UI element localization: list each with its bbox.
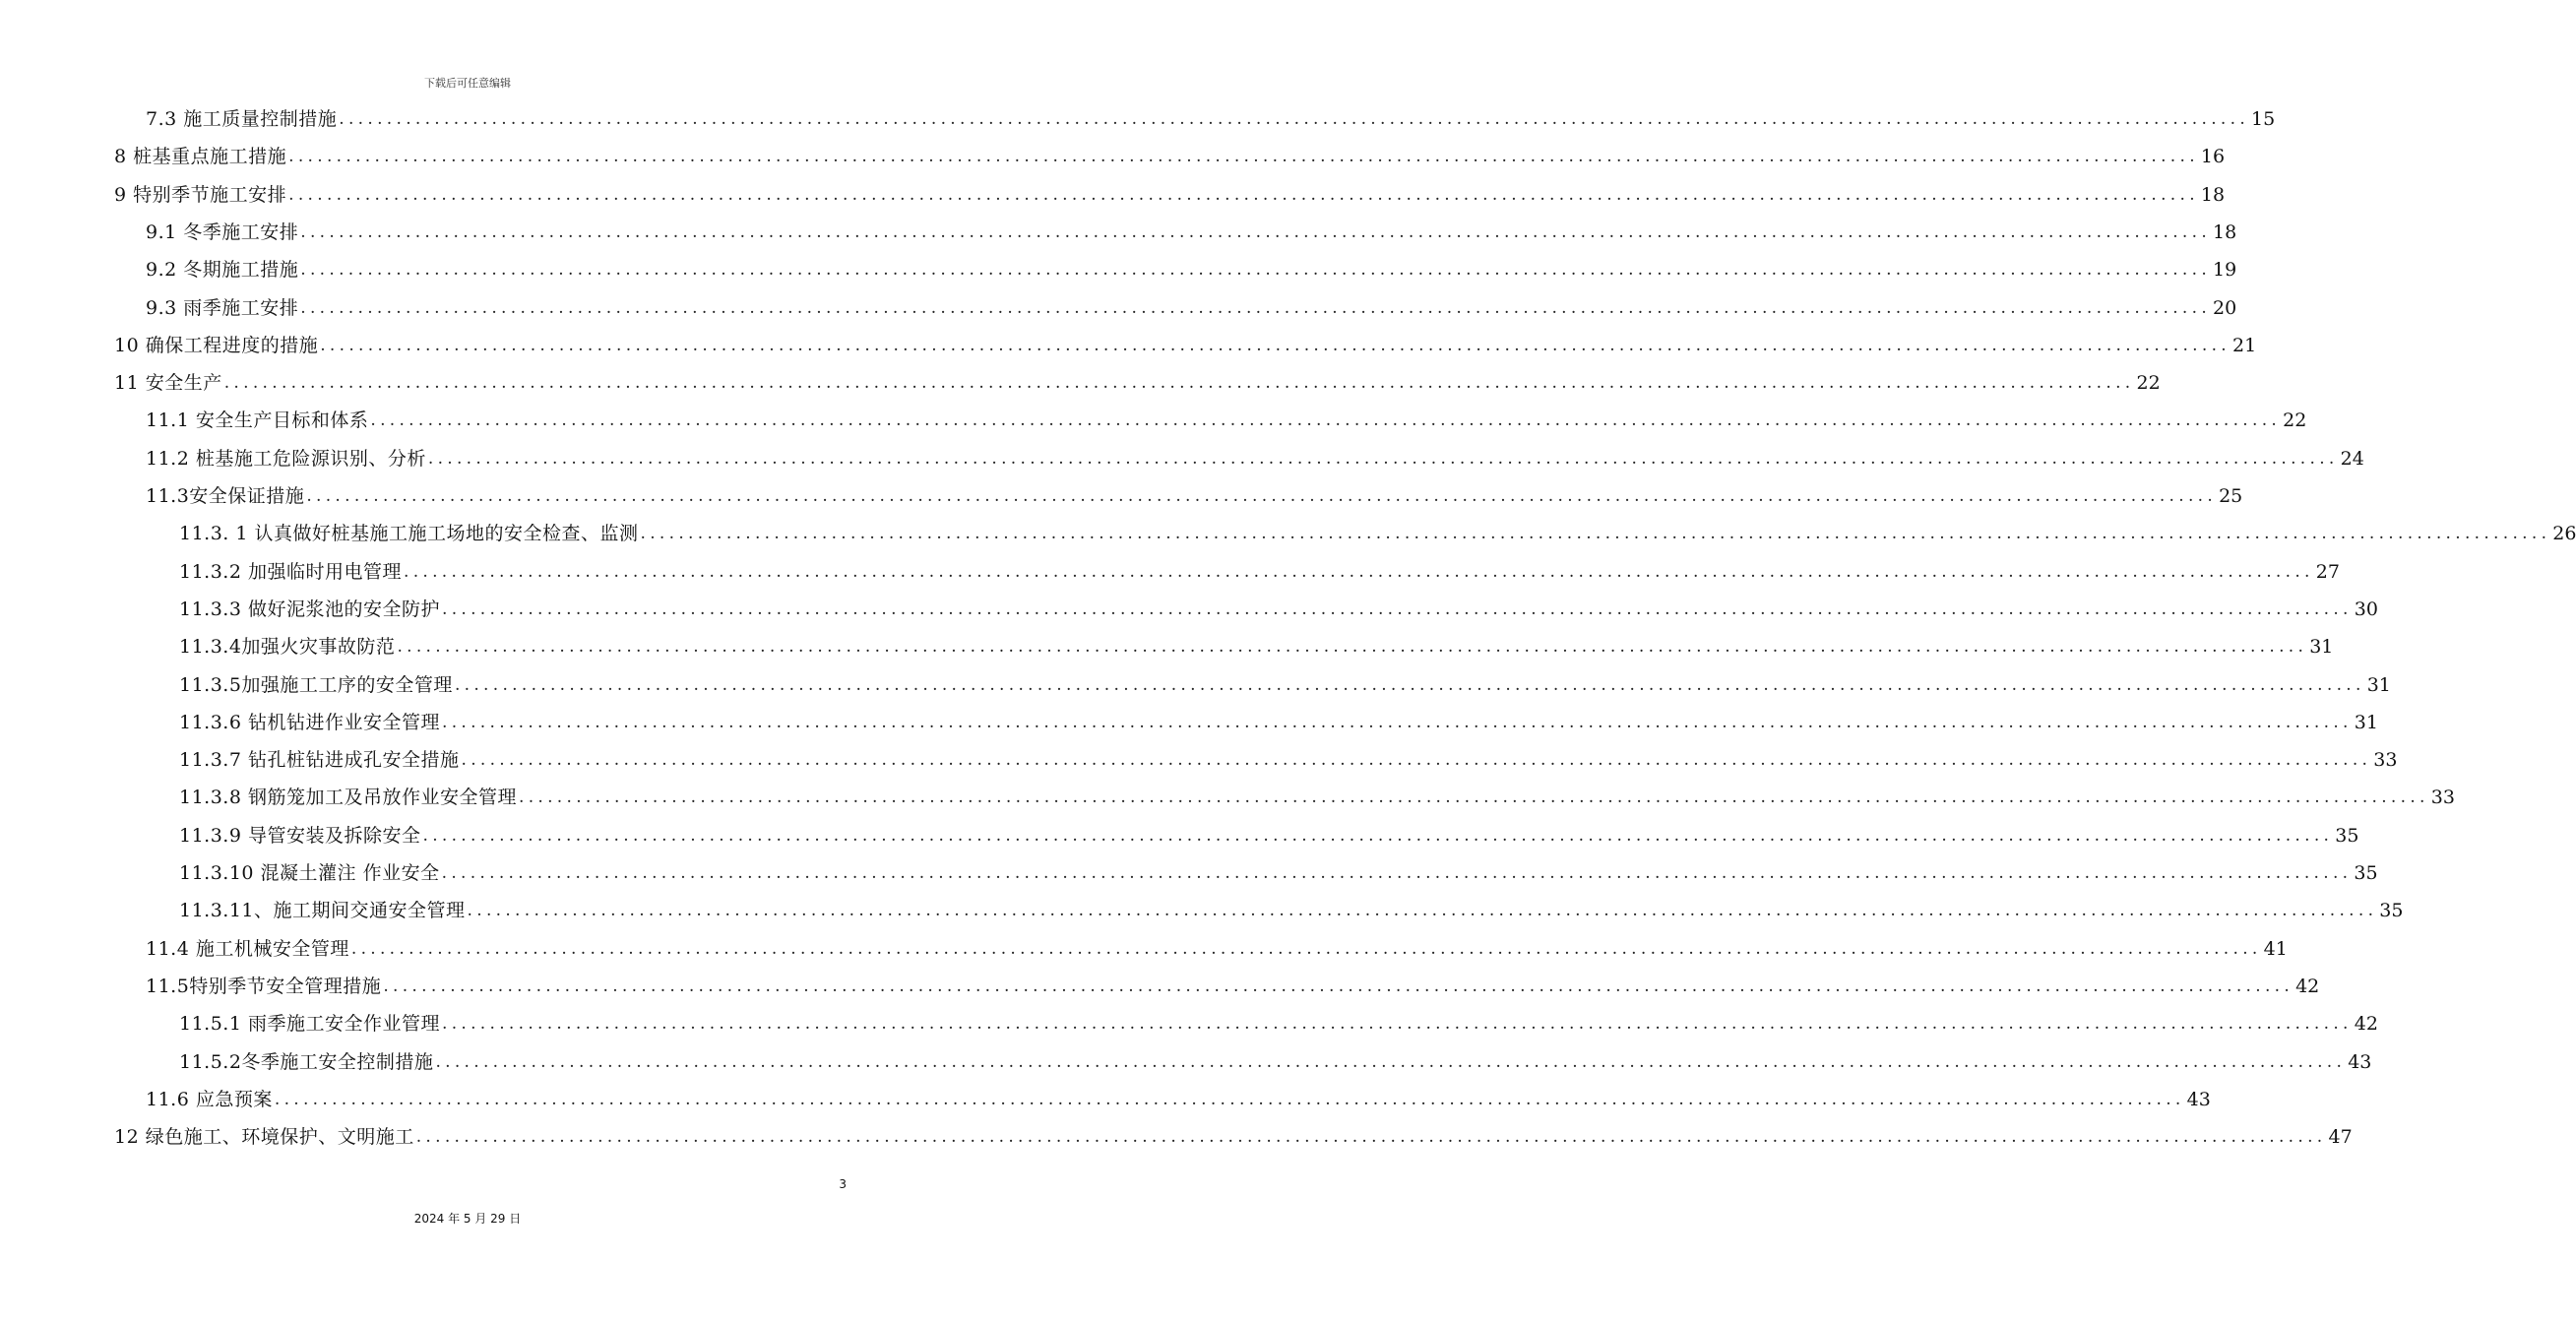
toc-leader-dots: ........................................................................................................................................................................................................	[435, 1051, 2347, 1072]
toc-entry-label: 11.2 桩基施工危险源识别、分析	[146, 447, 426, 470]
toc-entry-page: 35	[2335, 824, 2359, 847]
toc-leader-dots: ........................................................................................................................................................................................................	[300, 260, 2212, 281]
toc-entry[interactable]	[179, 670, 2391, 700]
toc-entry-label: 11.5特别季节安全管理措施	[146, 975, 382, 997]
toc-leader-dots: ........................................................................................................................................................................................................	[306, 486, 2218, 506]
toc-leader-dots: ........................................................................................................................................................................................................	[300, 297, 2212, 318]
toc-entry-page: 22	[2136, 372, 2161, 395]
toc-entry-label: 11.3.11、施工期间交通安全管理	[179, 900, 466, 922]
toc-entry-label: 11.6 应急预案	[146, 1088, 273, 1110]
toc-entry-label: 11.3.4加强火灾事故防范	[179, 636, 396, 659]
toc-leader-dots: ........................................................................................................................................................................................................	[339, 109, 2250, 129]
toc-leader-dots: ........................................................................................................................................................................................................	[300, 221, 2212, 242]
toc-entry[interactable]	[146, 1085, 2211, 1114]
toc-entry-label: 9.1 冬季施工安排	[146, 220, 299, 243]
toc-entry[interactable]	[146, 293, 2237, 323]
toc-entry-page: 30	[2354, 598, 2378, 620]
toc-entry[interactable]	[114, 142, 2226, 171]
toc-entry[interactable]	[179, 858, 2378, 888]
toc-leader-dots: ........................................................................................................................................................................................................	[397, 637, 2308, 658]
toc-entry[interactable]	[179, 1047, 2372, 1077]
toc-entry-page: 15	[2251, 108, 2276, 130]
toc-leader-dots: ........................................................................................................................................................................................................	[518, 788, 2429, 808]
toc-leader-dots: ........................................................................................................................................................................................................	[320, 335, 2230, 355]
toc-entry-page: 33	[2373, 749, 2398, 772]
toc-entry-page: 41	[2263, 937, 2288, 960]
toc-entry[interactable]	[179, 519, 2576, 548]
toc-leader-dots: ........................................................................................................................................................................................................	[441, 712, 2353, 732]
toc-entry-label: 11.4 施工机械安全管理	[146, 937, 349, 960]
toc-entry-label: 11.3.7 钻孔桩钻进成孔安全措施	[179, 749, 460, 772]
toc-leader-dots: ........................................................................................................................................................................................................	[441, 598, 2353, 619]
toc-leader-dots: ........................................................................................................................................................................................................	[441, 1014, 2353, 1035]
toc-entry-page: 31	[2366, 673, 2391, 696]
toc-leader-dots: ........................................................................................................................................................................................................	[288, 147, 2199, 167]
toc-entry-page: 33	[2430, 787, 2455, 809]
page-number: 3	[839, 1177, 847, 1191]
toc-entry[interactable]	[179, 557, 2340, 587]
toc-leader-dots: ........................................................................................................................................................................................................	[403, 561, 2314, 582]
toc-leader-dots: ........................................................................................................................................................................................................	[415, 1127, 2327, 1148]
toc-entry-label: 7.3 施工质量控制措施	[146, 108, 338, 130]
toc-entry-page: 35	[2379, 900, 2404, 922]
toc-entry[interactable]	[114, 180, 2226, 210]
toc-entry-label: 11.3.5加强施工工序的安全管理	[179, 673, 453, 696]
toc-leader-dots: ........................................................................................................................................................................................................	[223, 373, 2135, 394]
toc-entry[interactable]	[179, 595, 2378, 624]
toc-entry-page: 35	[2354, 862, 2378, 884]
toc-entry[interactable]	[179, 745, 2398, 775]
toc-entry[interactable]	[114, 1122, 2353, 1152]
toc-entry-label: 11.3.3 做好泥浆池的安全防护	[179, 598, 440, 620]
toc-entry[interactable]	[114, 331, 2257, 360]
toc-entry[interactable]	[146, 255, 2237, 284]
toc-entry[interactable]	[146, 218, 2237, 247]
toc-entry-page: 25	[2219, 485, 2243, 507]
toc-entry-page: 24	[2340, 447, 2364, 470]
toc-entry-page: 47	[2328, 1126, 2353, 1149]
toc-leader-dots: ........................................................................................................................................................................................................	[370, 410, 2282, 431]
toc-entry[interactable]	[146, 934, 2288, 964]
toc-entry-page: 43	[2186, 1088, 2211, 1110]
toc-leader-dots: ........................................................................................................................................................................................................	[350, 938, 2262, 959]
toc-entry-page: 31	[2354, 711, 2378, 733]
toc-entry-page: 26	[2552, 523, 2576, 545]
toc-entry-page: 19	[2213, 259, 2237, 282]
toc-entry[interactable]	[146, 406, 2307, 435]
toc-leader-dots: ........................................................................................................................................................................................................	[461, 750, 2372, 771]
toc-entry[interactable]	[146, 972, 2320, 1001]
toc-entry[interactable]	[179, 708, 2378, 737]
toc-entry-label: 11.3.2 加强临时用电管理	[179, 560, 402, 583]
toc-entry-page: 16	[2200, 146, 2226, 168]
toc-entry[interactable]	[179, 783, 2455, 812]
toc-entry-label: 11.3.6 钻机钻进作业安全管理	[179, 711, 440, 733]
toc-entry-page: 18	[2200, 183, 2226, 206]
toc-leader-dots: ........................................................................................................................................................................................................	[640, 524, 2551, 544]
toc-entry[interactable]	[146, 104, 2276, 134]
page-footer-date: 2024 年 5 月 29 日	[413, 1212, 522, 1226]
toc-entry-label: 11.3. 1 认真做好桩基施工施工场地的安全检查、监测	[179, 523, 639, 545]
toc-entry-label: 9.3 雨季施工安排	[146, 296, 299, 319]
toc-leader-dots: ........................................................................................................................................................................................................	[427, 448, 2339, 469]
toc-entry-page: 42	[2295, 975, 2320, 997]
page-header: 下载后可任意编辑	[424, 77, 511, 90]
toc-entry[interactable]	[179, 896, 2404, 925]
toc-entry-page: 42	[2354, 1013, 2378, 1036]
toc-entry[interactable]	[179, 632, 2334, 662]
toc-entry-page: 22	[2283, 410, 2307, 432]
toc-entry[interactable]	[114, 368, 2161, 398]
toc-leader-dots: ........................................................................................................................................................................................................	[441, 863, 2353, 883]
toc-leader-dots: ........................................................................................................................................................................................................	[454, 674, 2365, 695]
toc-entry-label: 11.5.1 雨季施工安全作业管理	[179, 1013, 440, 1036]
toc-entry-page: 20	[2213, 296, 2237, 319]
toc-entry-page: 18	[2213, 220, 2237, 243]
toc-leader-dots: ........................................................................................................................................................................................................	[383, 976, 2294, 996]
toc-entry[interactable]	[146, 481, 2243, 511]
toc-entry-label: 11.1 安全生产目标和体系	[146, 410, 369, 432]
toc-leader-dots: ........................................................................................................................................................................................................	[422, 825, 2334, 846]
toc-entry[interactable]	[179, 1009, 2378, 1039]
toc-entry-page: 31	[2309, 636, 2334, 659]
toc-entry-page: 21	[2231, 334, 2257, 356]
toc-entry-label: 9 特别季节施工安排	[114, 183, 287, 206]
toc-entry[interactable]	[146, 444, 2364, 473]
toc-entry-label: 11 安全生产	[114, 372, 222, 395]
toc-entry-label: 12 绿色施工、环境保护、文明施工	[114, 1126, 414, 1149]
toc-entry[interactable]	[179, 821, 2359, 850]
toc-entry-page: 43	[2348, 1050, 2372, 1073]
toc-entry-label: 11.3安全保证措施	[146, 485, 305, 507]
toc-entry-label: 9.2 冬期施工措施	[146, 259, 299, 282]
toc-entry-label: 10 确保工程进度的措施	[114, 334, 319, 356]
toc-leader-dots: ........................................................................................................................................................................................................	[467, 901, 2378, 921]
toc-entry-label: 11.3.8 钢筋笼加工及吊放作业安全管理	[179, 787, 517, 809]
toc-leader-dots: ........................................................................................................................................................................................................	[274, 1089, 2185, 1109]
toc-entry-label: 8 桩基重点施工措施	[114, 146, 287, 168]
toc-entry-label: 11.5.2冬季施工安全控制措施	[179, 1050, 434, 1073]
toc-entry-label: 11.3.9 导管安装及拆除安全	[179, 824, 421, 847]
toc-entry-page: 27	[2315, 560, 2340, 583]
toc-leader-dots: ........................................................................................................................................................................................................	[288, 184, 2199, 205]
toc-entry-label: 11.3.10 混凝土灌注 作业安全	[179, 862, 440, 884]
